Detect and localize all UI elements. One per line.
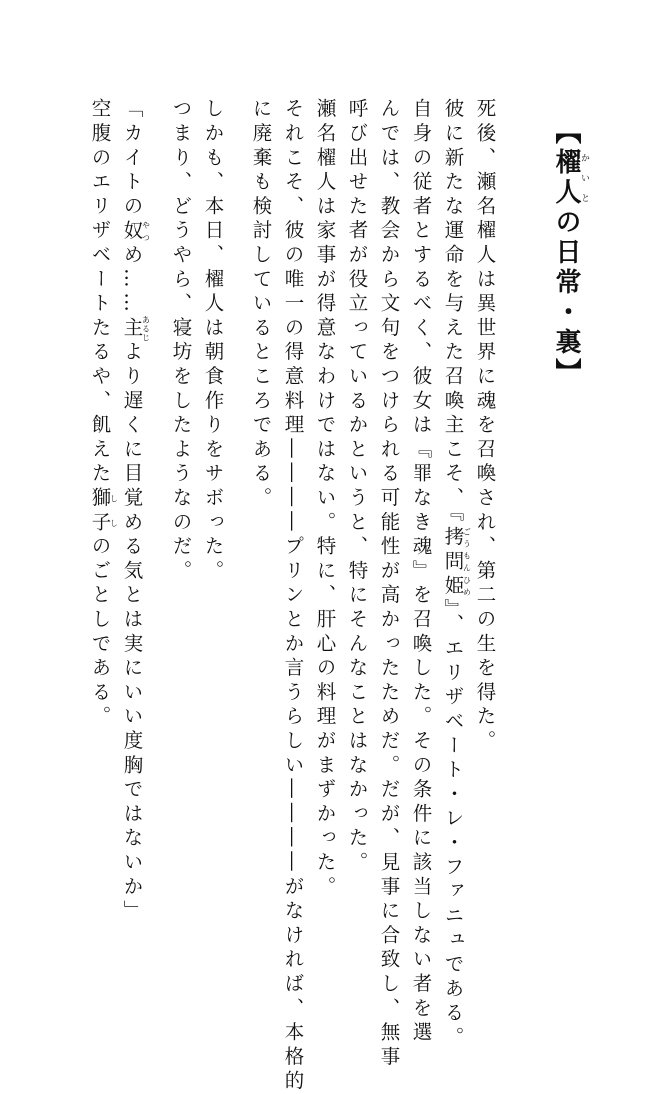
text-line-3 bbox=[411, 98, 431, 1046]
text-line-9 bbox=[203, 98, 223, 584]
text-line-7 bbox=[283, 98, 303, 1094]
line-4-text: んでは、教会から文句をつけられる可能性が高かったためだ。だが、見事に合致し、無事 bbox=[377, 98, 401, 1070]
line-11-ruby-2-reading: あるじ bbox=[141, 315, 151, 343]
text-line-4 bbox=[379, 98, 399, 1070]
title-ruby-reading: かいと bbox=[579, 148, 589, 208]
line-12-ruby bbox=[88, 486, 119, 536]
text-line-10 bbox=[171, 98, 191, 584]
line-12-part-b: のごとしである。 bbox=[88, 535, 112, 730]
text-line-6 bbox=[315, 98, 335, 900]
line-12-ruby-reading: しし bbox=[109, 486, 119, 536]
line-12-part-a: 空腹のエリザベートたるや、飢えた bbox=[88, 98, 112, 487]
line-12-ruby-base: 獅子 bbox=[88, 486, 112, 536]
line-11-ruby-1-base: 奴 bbox=[120, 219, 144, 244]
line-11-ruby-2-base: 主 bbox=[120, 315, 144, 343]
text-line-1 bbox=[475, 98, 495, 754]
line-2-part-a: 彼に新たな運命を与えた召喚主こそ、『 bbox=[441, 98, 465, 526]
text-line-11 bbox=[122, 98, 150, 924]
line-3-text: 自身の従者とするべく、彼女は『罪なき魂』を召喚した。その条件に該当しない者を選 bbox=[409, 98, 433, 1046]
text-line-2 bbox=[443, 98, 471, 1051]
line-11-ruby-2 bbox=[120, 315, 151, 343]
line-11-part-c: より遅くに目覚める気とは実にいい度胸ではないか」 bbox=[120, 341, 144, 925]
line-11-ruby-1 bbox=[120, 219, 151, 244]
title-ruby bbox=[551, 148, 589, 208]
line-7-text: それこそ、彼の唯一の得意料理――――プリンとか言うらしい――――がなければ、本格的 bbox=[281, 98, 305, 1094]
line-11-part-a: 「カイトの bbox=[120, 98, 144, 220]
line-5-text: 呼び出せた者が役立っているかというと、特にそんなことはなかった。 bbox=[345, 98, 369, 876]
title-ruby-base: 櫂人 bbox=[551, 148, 581, 208]
line-11-part-b: め…… bbox=[120, 243, 144, 317]
line-2-ruby-reading: ごうもんひめ bbox=[462, 525, 472, 599]
line-10-text: つまり、どうやら、寝坊をしたようなのだ。 bbox=[169, 98, 193, 584]
chapter-title bbox=[553, 118, 589, 388]
text-line-5 bbox=[347, 98, 367, 876]
line-6-text: 瀬名櫂人は家事が得意なわけではない。特に、肝心の料理がまずかった。 bbox=[313, 98, 337, 900]
title-rest: の日常・裏 bbox=[551, 208, 581, 358]
line-2-ruby-base: 拷問姫 bbox=[441, 525, 465, 599]
text-line-12 bbox=[90, 98, 118, 730]
line-2-part-b: 』、エリザベート・レ・ファニュである。 bbox=[441, 598, 465, 1051]
line-1-text: 死後、瀬名櫂人は異世界に魂を召喚され、第二の生を得た。 bbox=[473, 98, 497, 755]
line-9-text: しかも、本日、櫂人は朝食作りをサボった。 bbox=[201, 98, 225, 584]
text-line-8 bbox=[251, 98, 271, 511]
line-11-ruby-1-reading: やつ bbox=[141, 219, 151, 244]
title-close-bracket: 】 bbox=[551, 358, 581, 388]
line-8-text: に廃棄も検討しているところである。 bbox=[249, 98, 273, 512]
line-2-ruby bbox=[441, 525, 472, 599]
title-open-bracket: 【 bbox=[551, 118, 581, 148]
